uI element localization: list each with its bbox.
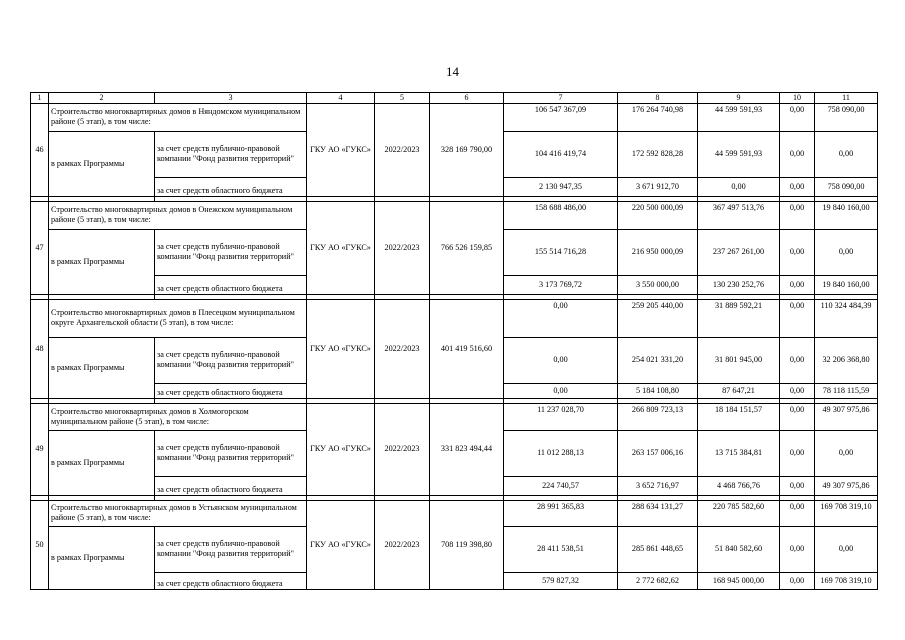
value-cell: 0,00 (780, 500, 815, 526)
budget-table (30, 92, 878, 590)
value-cell: 0,00 (815, 229, 878, 275)
table-row (31, 201, 878, 229)
column-header: 11 (815, 93, 878, 104)
column-header: 2 (49, 93, 155, 104)
total-cost: 328 169 790,00 (430, 103, 504, 196)
value-cell: 758 090,00 (815, 177, 878, 196)
period: 2022/2023 (375, 103, 430, 196)
object-title: Строительство многоквартирных домов в Плесецком муниципальном округе Архангельской области (5 этап), в том числе: (49, 299, 307, 337)
value-cell: 0,00 (780, 229, 815, 275)
column-header: 8 (618, 93, 698, 104)
value-cell: 155 514 716,28 (504, 229, 618, 275)
fund-source-label: за счет средств публично-правовой компании "Фонд развития территорий" (155, 229, 307, 275)
value-cell: 172 592 828,28 (618, 131, 698, 177)
total-cost: 708 119 398,80 (430, 500, 504, 589)
value-cell: 168 945 000,00 (698, 572, 780, 589)
value-cell: 220 785 582,60 (698, 500, 780, 526)
value-cell: 0,00 (504, 383, 618, 398)
value-cell: 176 264 740,98 (618, 103, 698, 131)
column-header: 4 (307, 93, 375, 104)
value-cell: 0,00 (780, 299, 815, 337)
value-cell: 4 468 766,76 (698, 476, 780, 495)
value-cell: 758 090,00 (815, 103, 878, 131)
value-cell: 5 184 108,80 (618, 383, 698, 398)
column-header: 1 (31, 93, 49, 104)
value-cell: 259 205 440,00 (618, 299, 698, 337)
table-row (31, 299, 878, 337)
column-header: 6 (430, 93, 504, 104)
value-cell: 158 688 486,00 (504, 201, 618, 229)
value-cell: 0,00 (780, 476, 815, 495)
period: 2022/2023 (375, 403, 430, 495)
value-cell: 220 500 000,09 (618, 201, 698, 229)
value-cell: 11 012 288,13 (504, 430, 618, 476)
value-cell: 3 550 000,00 (618, 275, 698, 294)
value-cell: 2 772 682,62 (618, 572, 698, 589)
fund-source-label: за счет средств публично-правовой компании "Фонд развития территорий" (155, 337, 307, 383)
value-cell: 0,00 (698, 177, 780, 196)
program-label: в рамках Программы (49, 430, 155, 495)
organization: ГКУ АО «ГУКС» (307, 403, 375, 495)
value-cell: 0,00 (780, 403, 815, 430)
value-cell: 49 307 975,86 (815, 403, 878, 430)
value-cell: 0,00 (504, 337, 618, 383)
value-cell: 0,00 (780, 201, 815, 229)
value-cell: 3 671 912,70 (618, 177, 698, 196)
value-cell: 237 267 261,00 (698, 229, 780, 275)
value-cell: 110 324 484,39 (815, 299, 878, 337)
object-title: Строительство многоквартирных домов в Онежском муниципальном районе (5 этап), в том числе: (49, 201, 307, 229)
value-cell: 13 715 384,81 (698, 430, 780, 476)
regional-source-label: за счет средств областного бюджета (155, 476, 307, 495)
regional-source-label: за счет средств областного бюджета (155, 572, 307, 589)
table-row (31, 103, 878, 131)
value-cell: 3 652 716,97 (618, 476, 698, 495)
total-cost: 331 823 494,44 (430, 403, 504, 495)
value-cell: 28 411 538,51 (504, 526, 618, 572)
value-cell: 18 184 151,57 (698, 403, 780, 430)
value-cell: 87 647,21 (698, 383, 780, 398)
value-cell: 28 991 365,83 (504, 500, 618, 526)
value-cell: 0,00 (815, 430, 878, 476)
value-cell: 169 708 319,10 (815, 500, 878, 526)
organization: ГКУ АО «ГУКС» (307, 103, 375, 196)
regional-source-label: за счет средств областного бюджета (155, 383, 307, 398)
value-cell: 19 840 160,00 (815, 201, 878, 229)
period: 2022/2023 (375, 500, 430, 589)
value-cell: 0,00 (780, 572, 815, 589)
value-cell: 216 950 000,09 (618, 229, 698, 275)
program-label: в рамках Программы (49, 526, 155, 589)
object-title: Строительство многоквартирных домов в Устьянском муниципальном районе (5 этап), в том числе: (49, 500, 307, 526)
value-cell: 288 634 131,27 (618, 500, 698, 526)
column-header: 3 (155, 93, 307, 104)
value-cell: 0,00 (780, 275, 815, 294)
row-number: 48 (31, 299, 49, 398)
value-cell: 0,00 (780, 131, 815, 177)
value-cell: 0,00 (780, 103, 815, 131)
value-cell: 32 206 368,80 (815, 337, 878, 383)
total-cost: 766 526 159,85 (430, 201, 504, 294)
page-number: 14 (446, 64, 459, 79)
value-cell: 130 230 252,76 (698, 275, 780, 294)
row-number: 46 (31, 103, 49, 196)
value-cell: 0,00 (780, 337, 815, 383)
value-cell: 0,00 (780, 526, 815, 572)
value-cell: 19 840 160,00 (815, 275, 878, 294)
regional-source-label: за счет средств областного бюджета (155, 275, 307, 294)
total-cost: 401 419 516,60 (430, 299, 504, 398)
value-cell: 266 809 723,13 (618, 403, 698, 430)
value-cell: 0,00 (815, 526, 878, 572)
program-label: в рамках Программы (49, 131, 155, 196)
value-cell: 31 889 592,21 (698, 299, 780, 337)
value-cell: 0,00 (780, 383, 815, 398)
value-cell: 367 497 513,76 (698, 201, 780, 229)
column-header: 7 (504, 93, 618, 104)
value-cell: 2 130 947,35 (504, 177, 618, 196)
table-row (31, 403, 878, 430)
organization: ГКУ АО «ГУКС» (307, 500, 375, 589)
organization: ГКУ АО «ГУКС» (307, 201, 375, 294)
object-title: Строительство многоквартирных домов в Няндомском муниципальном районе (5 этап), в том числе: (49, 103, 307, 131)
value-cell: 78 118 115,59 (815, 383, 878, 398)
value-cell: 285 861 448,65 (618, 526, 698, 572)
row-number: 47 (31, 201, 49, 294)
value-cell: 49 307 975,86 (815, 476, 878, 495)
value-cell: 579 827,32 (504, 572, 618, 589)
value-cell: 3 173 769,72 (504, 275, 618, 294)
value-cell: 224 740,57 (504, 476, 618, 495)
column-header: 9 (698, 93, 780, 104)
program-label: в рамках Программы (49, 337, 155, 398)
value-cell: 51 840 582,60 (698, 526, 780, 572)
organization: ГКУ АО «ГУКС» (307, 299, 375, 398)
row-number: 50 (31, 500, 49, 589)
object-title: Строительство многоквартирных домов в Холмогорском муниципальном районе (5 этап), в том числе: (49, 403, 307, 430)
value-cell: 0,00 (815, 131, 878, 177)
column-header-row (31, 93, 878, 104)
value-cell: 31 801 945,00 (698, 337, 780, 383)
column-header: 5 (375, 93, 430, 104)
value-cell: 44 599 591,93 (698, 103, 780, 131)
period: 2022/2023 (375, 201, 430, 294)
column-header: 10 (780, 93, 815, 104)
value-cell: 254 021 331,20 (618, 337, 698, 383)
period: 2022/2023 (375, 299, 430, 398)
table-row (31, 500, 878, 526)
fund-source-label: за счет средств публично-правовой компании "Фонд развития территорий" (155, 131, 307, 177)
value-cell: 263 157 006,16 (618, 430, 698, 476)
row-number: 49 (31, 403, 49, 495)
fund-source-label: за счет средств публично-правовой компании "Фонд развития территорий" (155, 430, 307, 476)
value-cell: 0,00 (780, 430, 815, 476)
value-cell: 11 237 028,70 (504, 403, 618, 430)
value-cell: 44 599 591,93 (698, 131, 780, 177)
value-cell: 104 416 419,74 (504, 131, 618, 177)
program-label: в рамках Программы (49, 229, 155, 294)
value-cell: 0,00 (504, 299, 618, 337)
value-cell: 169 708 319,10 (815, 572, 878, 589)
fund-source-label: за счет средств публично-правовой компании "Фонд развития территорий" (155, 526, 307, 572)
value-cell: 106 547 367,09 (504, 103, 618, 131)
value-cell: 0,00 (780, 177, 815, 196)
regional-source-label: за счет средств областного бюджета (155, 177, 307, 196)
